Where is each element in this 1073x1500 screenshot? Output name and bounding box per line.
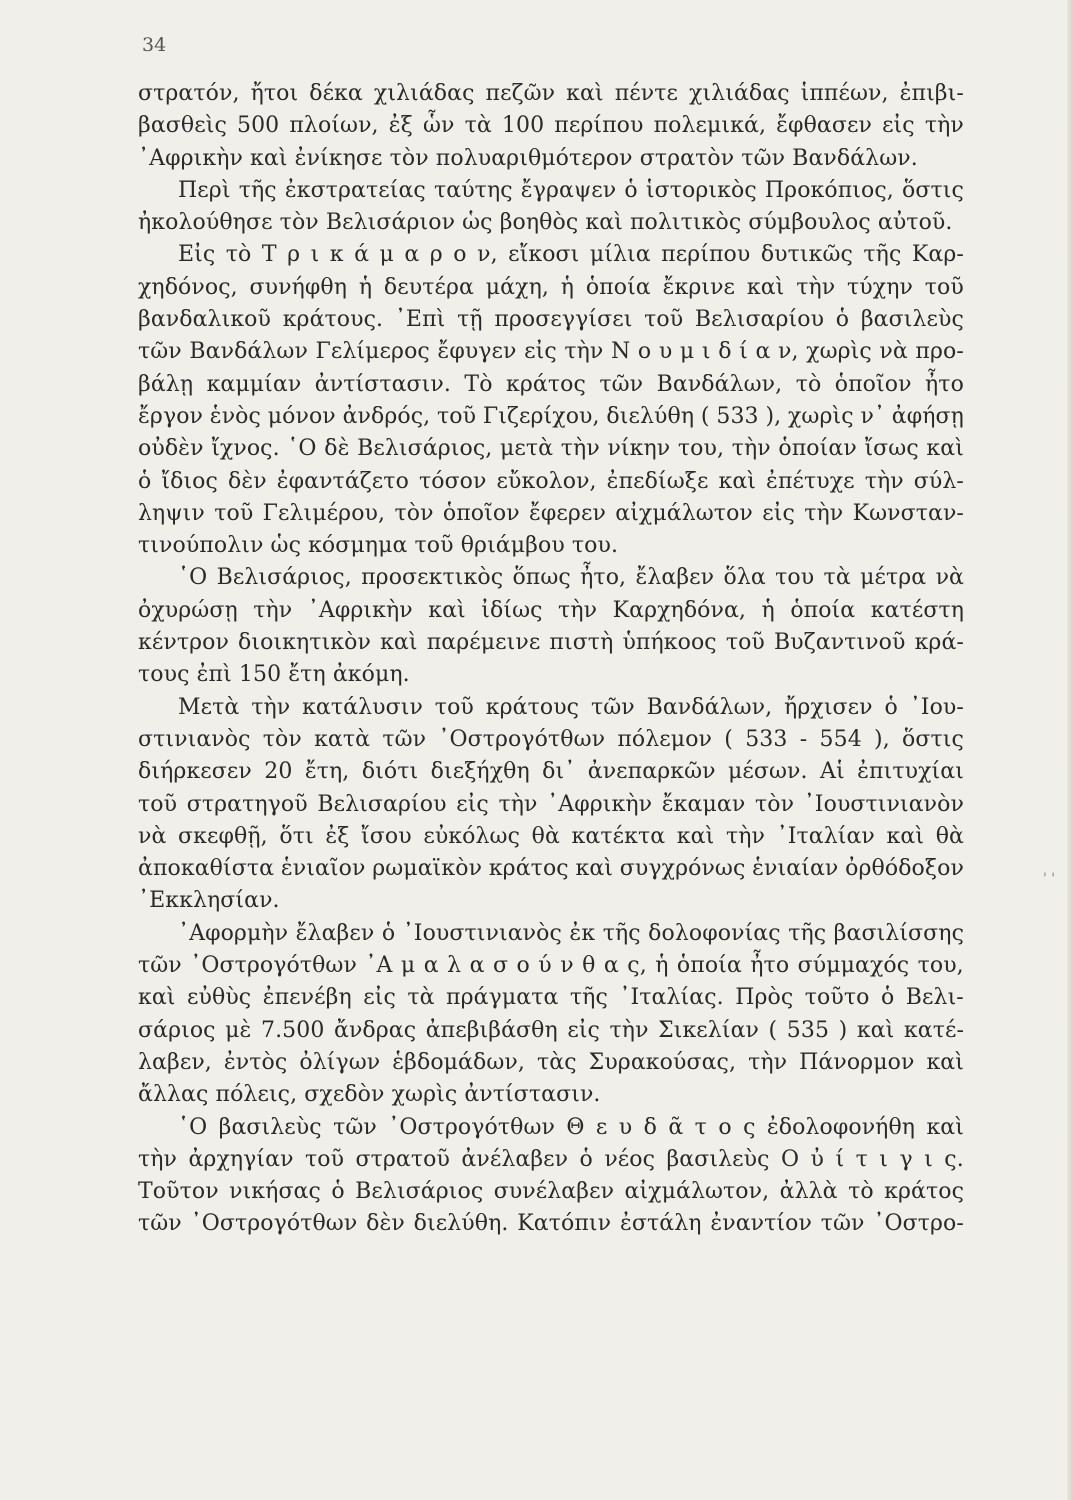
text-line: στινιανὸς τὸν κατὰ τῶν ᾿Οστρογότθων πόλεμον ( 533 - 554 ), ὅστις xyxy=(138,726,964,752)
text-line: τοῦ στρατηγοῦ Βελισαρίου εἰς τὴν ᾿Αφρικὴν ἔκαμαν τὸν ᾿Ιουστινιανὸν xyxy=(138,791,964,817)
text-line: βάλῃ καμμίαν ἀντίστασιν. Τὸ κράτος τῶν Βανδάλων, τὸ ὁποῖον ἦτο xyxy=(138,371,964,397)
text-line: νὰ σκεφθῇ, ὅτι ἐξ ἴσου εὐκόλως θὰ κατέκτα καὶ τὴν ᾿Ιταλίαν καὶ θὰ xyxy=(138,823,964,849)
text-line: ἄλλας πόλεις, σχεδὸν χωρὶς ἀντίστασιν. xyxy=(138,1082,601,1108)
text-line: τὴν ἀρχηγίαν τοῦ στρατοῦ ἀνέλαβεν ὁ νέος βασιλεὺς Ο ὐ ί τ ι γ ι ς. xyxy=(138,1146,964,1172)
text-line: ἀποκαθίστα ἑνιαῖον ρωμαϊκὸν κράτος καὶ συγχρόνως ἑνιαίαν ὀρθόδοξον xyxy=(138,856,964,882)
text-line: ᾿Εκκλησίαν. xyxy=(138,888,280,914)
text-line: οὐδὲν ἴχνος. ῾Ο δὲ Βελισάριος, μετὰ τὴν νίκην του, τὴν ὁποίαν ἴσως καὶ xyxy=(138,436,964,462)
page-number: 34 xyxy=(142,34,167,56)
text-line: ληψιν τοῦ Γελιμέρου, τὸν ὁποῖον ἔφερεν αἰχμάλωτον εἰς τὴν Κωνσταν- xyxy=(138,500,964,526)
text-line: ῾Ο Βελισάριος, προσεκτικὸς ὅπως ἦτο, ἔλαβεν ὅλα του τὰ μέτρα νὰ xyxy=(178,565,964,591)
text-line: ἠκολούθησε τὸν Βελισάριον ὡς βοηθὸς καὶ πολιτικὸς σύμβουλος αὐτοῦ. xyxy=(138,210,953,236)
text-line: στρατόν, ἤτοι δέκα χιλιάδας πεζῶν καὶ πέντε χιλιάδας ἱππέων, ἐπιβι- xyxy=(138,81,964,106)
text-line: τινούπολιν ὡς κόσμημα τοῦ θριάμβου του. xyxy=(138,533,619,559)
text-line: κέντρον διοικητικὸν καὶ παρέμεινε πιστὴ ὑπήκοος τοῦ Βυζαντινοῦ κρά- xyxy=(138,630,964,656)
text-line: Μετὰ τὴν κατάλυσιν τοῦ κράτους τῶν Βανδάλων, ἤρχισεν ὁ ᾿Ιου- xyxy=(178,694,964,720)
text-line: τους ἐπὶ 150 ἔτη ἀκόμη. xyxy=(138,662,410,688)
text-line: σάριος μὲ 7.500 ἄνδρας ἀπεβιβάσθη εἰς τὴν Σικελίαν ( 535 ) καὶ κατέ- xyxy=(138,1017,964,1043)
text-line: ὀχυρώσῃ τὴν ᾿Αφρικὴν καὶ ἰδίως τὴν Καρχηδόνα, ἡ ὁποία κατέστη xyxy=(138,597,964,623)
text-line: βασθεὶς 500 πλοίων, ἐξ ὧν τὰ 100 περίπου πολεμικά, ἔφθασεν εἰς τὴν xyxy=(138,113,964,139)
text-line: ῾Ο βασιλεὺς τῶν ᾿Οστρογότθων Θ ε υ δ ᾶ τ ο ς ἐδολοφονήθη καὶ xyxy=(178,1114,964,1140)
text-line: τῶν Βανδάλων Γελίμερος ἔφυγεν εἰς τὴν Ν ο υ μ ι δ ί α ν, χωρὶς νὰ προ- xyxy=(138,339,964,365)
text-line: Τοῦτον νικήσας ὁ Βελισάριος συνέλαβεν αἰχμάλωτον, ἀλλὰ τὸ κράτος xyxy=(138,1179,964,1205)
page-edge xyxy=(1067,0,1073,1500)
text-line: Εἰς τὸ Τ ρ ι κ ά μ α ρ ο ν, εἴκοσι μίλια περίπου δυτικῶς τῆς Καρ- xyxy=(178,242,964,268)
text-line: καὶ εὐθὺς ἐπενέβη εἰς τὰ πράγματα τῆς ᾿Ιταλίας. Πρὸς τοῦτο ὁ Βελι- xyxy=(138,985,964,1011)
text-line: βανδαλικοῦ κράτους. ᾿Επὶ τῇ προσεγγίσει τοῦ Βελισαρίου ὁ βασιλεὺς xyxy=(138,307,964,333)
text-line: ἔργον ἑνὸς μόνον ἀνδρός, τοῦ Γιζερίχου, διελύθη ( 533 ), χωρὶς ν᾿ ἀφήσῃ xyxy=(138,403,964,429)
text-line: διήρκεσεν 20 ἔτη, διότι διεξήχθη δι᾿ ἀνεπαρκῶν μέσων. Αἱ ἐπιτυχίαι xyxy=(138,759,964,785)
text-line: ᾿Αφορμὴν ἔλαβεν ὁ ᾿Ιουστινιανὸς ἐκ τῆς δολοφονίας τῆς βασιλίσσης xyxy=(178,920,964,946)
margin-mark: ' ' xyxy=(1043,871,1056,887)
text-line: τῶν ᾿Οστρογότθων ᾿Α μ α λ α σ ο ύ ν θ α ς, ἡ ὁποία ἦτο σύμμαχός του, xyxy=(138,953,964,979)
text-line: ᾿Αφρικὴν καὶ ἐνίκησε τὸν πολυαριθμότερον στρατὸν τῶν Βανδάλων. xyxy=(138,145,918,171)
text-line: λαβεν, ἐντὸς ὀλίγων ἑβδομάδων, τὰς Συρακούσας, τὴν Πάνορμον καὶ xyxy=(138,1049,964,1075)
body-text xyxy=(138,78,964,1241)
text-line: Περὶ τῆς ἐκστρατείας ταύτης ἔγραψεν ὁ ἱστορικὸς Προκόπιος, ὅστις xyxy=(178,177,964,203)
text-line: χηδόνος, συνήφθη ἡ δευτέρα μάχη, ἡ ὁποία ἔκρινε καὶ τὴν τύχην τοῦ xyxy=(138,274,964,300)
text-line: τῶν ᾿Οστρογότθων δὲν διελύθη. Κατόπιν ἐστάλη ἐναντίον τῶν ᾿Οστρο- xyxy=(138,1211,964,1237)
text-line: ὁ ἴδιος δὲν ἐφαντάζετο τόσον εὔκολον, ἐπεδίωξε καὶ ἐπέτυχε τὴν σύλ- xyxy=(138,468,964,494)
